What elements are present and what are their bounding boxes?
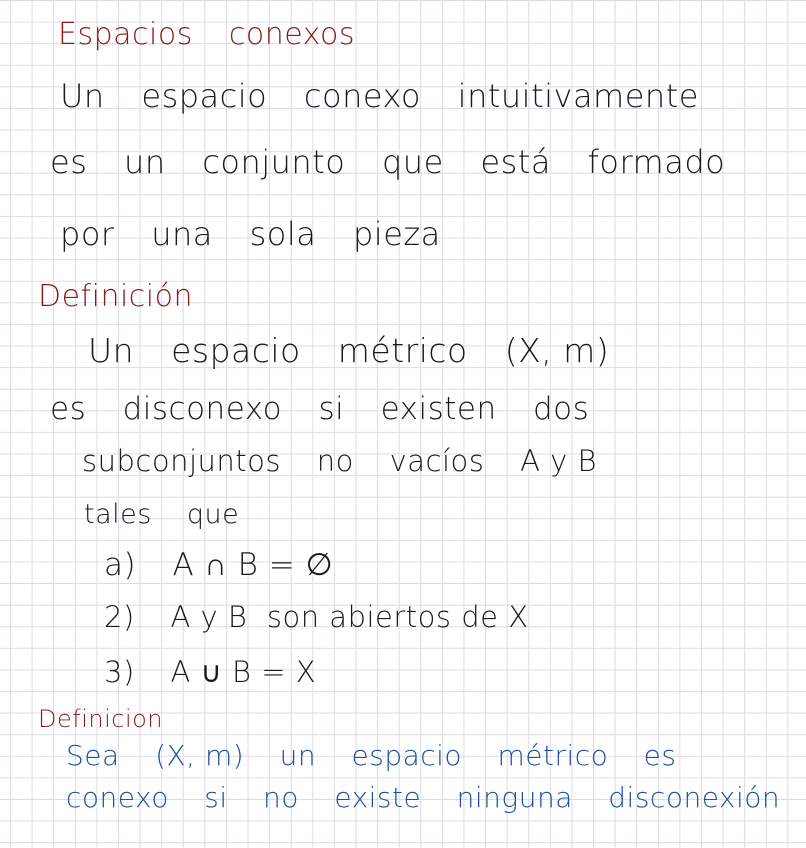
- definition-heading: Definicion: [38, 705, 163, 733]
- word: vacíos: [389, 444, 485, 478]
- definition-line: [66, 781, 806, 814]
- word: (X, m): [155, 739, 245, 772]
- word: subconjuntos: [82, 444, 282, 478]
- condition-text: A ∪ B = X: [170, 655, 317, 689]
- word: una: [151, 215, 213, 253]
- title-word: Espacios: [58, 17, 193, 52]
- definition-line: [50, 391, 615, 427]
- word: pieza: [352, 215, 441, 253]
- word: (X, m): [504, 331, 610, 370]
- condition-text: A ∩ B = ∅: [172, 547, 334, 583]
- word: no: [316, 444, 354, 478]
- word: métrico: [337, 331, 468, 370]
- word: sola: [249, 215, 317, 253]
- word: disconexo: [122, 391, 283, 427]
- word: formado: [587, 143, 726, 181]
- condition-marker: 2): [104, 600, 135, 634]
- word: A y B: [520, 444, 598, 478]
- condition-item: [104, 655, 317, 689]
- word: un: [124, 143, 166, 181]
- definition-heading: Definición: [38, 279, 193, 314]
- condition-text: A y B son abiertos de X: [170, 600, 529, 634]
- definition-line: [88, 331, 635, 370]
- paragraph-line: [50, 143, 751, 181]
- condition-marker: a): [104, 547, 137, 583]
- word: es: [50, 143, 88, 181]
- word: Sea: [66, 739, 120, 772]
- title-word: conexos: [228, 17, 355, 52]
- word: tales: [84, 499, 152, 530]
- word: espacio: [171, 331, 301, 370]
- word: dos: [532, 391, 590, 427]
- condition-marker: 3): [104, 655, 135, 689]
- word: conexo: [303, 77, 421, 115]
- word: conexo: [66, 781, 169, 814]
- word: que: [381, 143, 444, 181]
- condition-item: [104, 600, 529, 634]
- definition-line: [82, 444, 623, 478]
- word: está: [480, 143, 551, 181]
- word: espacio: [351, 739, 463, 772]
- condition-item: [104, 547, 334, 583]
- word: si: [318, 391, 345, 427]
- word: es: [643, 739, 677, 772]
- word: conjunto: [202, 143, 346, 181]
- definition-line: [84, 501, 265, 528]
- word: es: [50, 391, 87, 427]
- word: Un: [88, 331, 135, 370]
- word: ninguna: [456, 781, 573, 814]
- word: por: [60, 215, 115, 253]
- word: Un: [60, 77, 105, 115]
- paragraph-line: [60, 77, 725, 115]
- word: espacio: [141, 77, 268, 115]
- word: intuitivamente: [457, 77, 699, 115]
- word: que: [186, 499, 240, 530]
- word: un: [279, 739, 317, 772]
- word: si: [204, 781, 228, 814]
- word: existen: [380, 391, 497, 427]
- word: disconexión: [608, 781, 781, 814]
- word: métrico: [497, 739, 609, 772]
- definition-line: [66, 739, 703, 772]
- paragraph-line: [60, 215, 467, 253]
- page-title: [58, 17, 381, 52]
- word: existe: [334, 781, 422, 814]
- word: no: [263, 781, 299, 814]
